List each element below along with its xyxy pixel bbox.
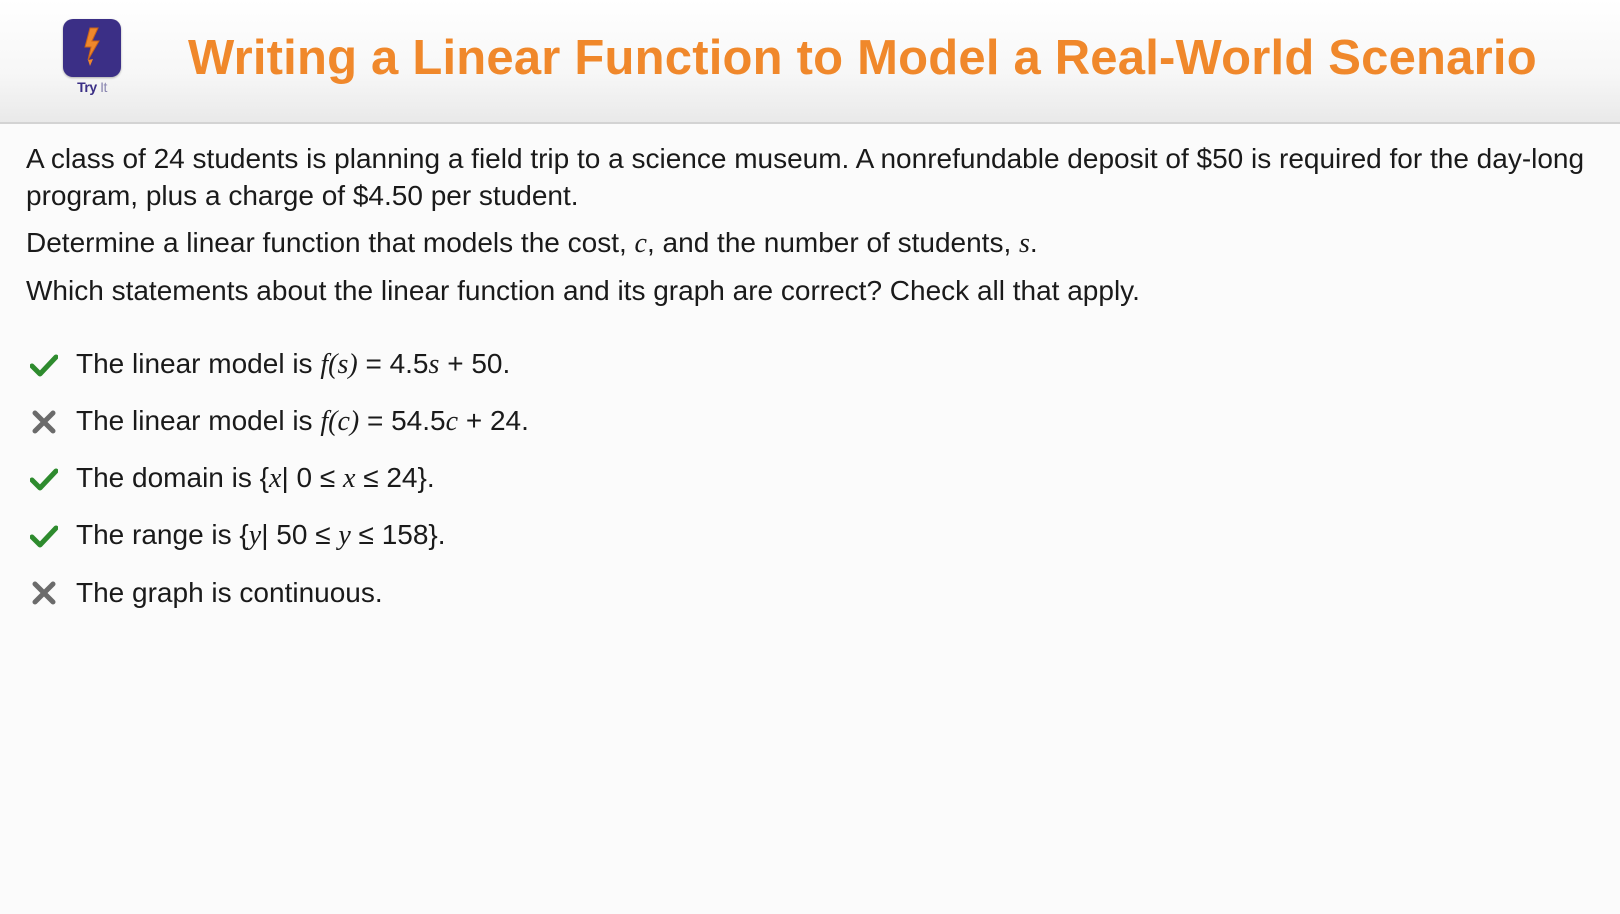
answer-option-text: The graph is continuous. [76,576,383,608]
check-icon [30,464,76,494]
problem-text [26,140,1596,319]
problem-paragraph-2: Determine a linear function that models the cost, c, and the number of students, s. [26,227,1038,259]
answer-option[interactable] [30,564,529,621]
answer-option-text: The range is {y| 50 ≤ y ≤ 158}. [76,519,446,551]
answer-options-list [30,336,529,621]
cross-icon [30,578,76,608]
answer-option-text: The linear model is f(c) = 54.5c + 24. [76,405,529,437]
answer-option[interactable] [30,507,529,564]
try-it-logo [63,19,121,99]
problem-paragraph-3: Which statements about the linear function and its graph are correct? Check all that apply. [26,275,1140,306]
cross-icon [30,407,76,437]
header-bar [0,0,1620,124]
answer-option[interactable] [30,336,529,393]
lightning-bolt-icon [63,19,121,77]
answer-option-text: The linear model is f(s) = 4.5s + 50. [76,348,511,380]
logo-caption: Try It [77,79,107,95]
answer-option[interactable] [30,450,529,507]
answer-option[interactable] [30,393,529,450]
check-icon [30,521,76,551]
check-icon [30,350,76,380]
page-title: Writing a Linear Function to Model a Real-World Scenario [188,31,1537,85]
answer-option-text: The domain is {x| 0 ≤ x ≤ 24}. [76,462,435,494]
problem-paragraph-1: A class of 24 students is planning a field trip to a science museum. A nonrefundable deposit of $50 is required for the day-long program, plus a charge of $4.50 per student. [26,143,1585,211]
